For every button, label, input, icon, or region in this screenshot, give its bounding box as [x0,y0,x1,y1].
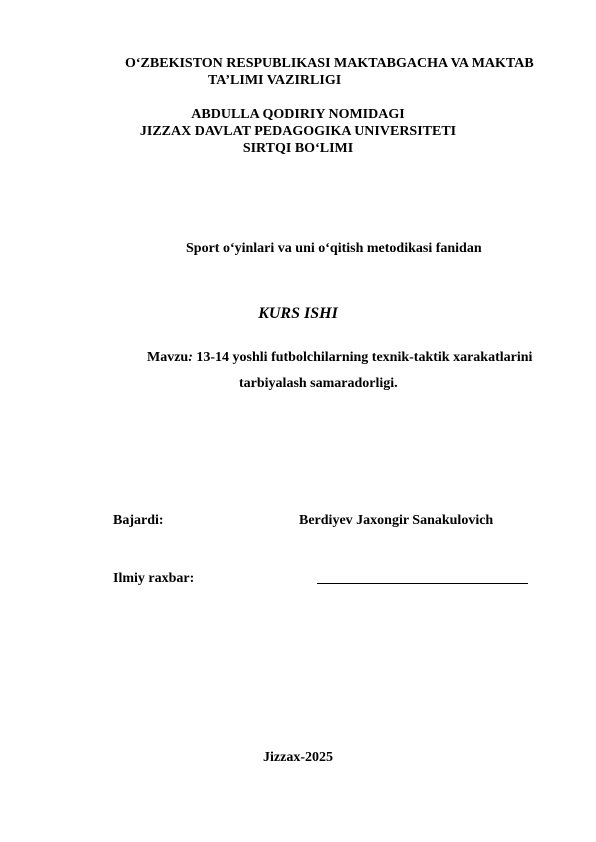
topic-colon: : [188,350,193,365]
document-type: KURS ISHI [258,305,338,322]
ministry-line-2: TA’LIMI VAZIRLIGI [208,73,342,88]
topic-label: Mavzu [147,350,189,365]
topic-line-1 [147,350,532,366]
university-line-1: ABDULLA QODIRIY NOMIDAGI [191,107,405,122]
topic-text-1: 13-14 yoshli futbolchilarning texnik-taktik xarakatlarini [192,350,533,365]
university-line-2: JIZZAX DAVLAT PEDAGOGIKA UNIVERSITETI [139,124,457,139]
topic-line-2: tarbiyalash samaradorligi. [239,376,398,391]
place-year: Jizzax-2025 [263,750,333,765]
ministry-line-1: O‘ZBEKISTON RESPUBLIKASI MAKTABGACHA VA MAKTAB [125,56,534,71]
department-name: SIRTQI BO‘LIMI [242,141,354,156]
author-label: Bajardi: [113,513,164,528]
supervisor-label: Ilmiy raxbar: [113,571,195,586]
author-name: Berdiyev Jaxongir Sanakulovich [299,513,494,528]
supervisor-signature-line [317,583,528,584]
subject-line: Sport o‘yinlari va uni o‘qitish metodikasi fanidan [186,241,482,256]
